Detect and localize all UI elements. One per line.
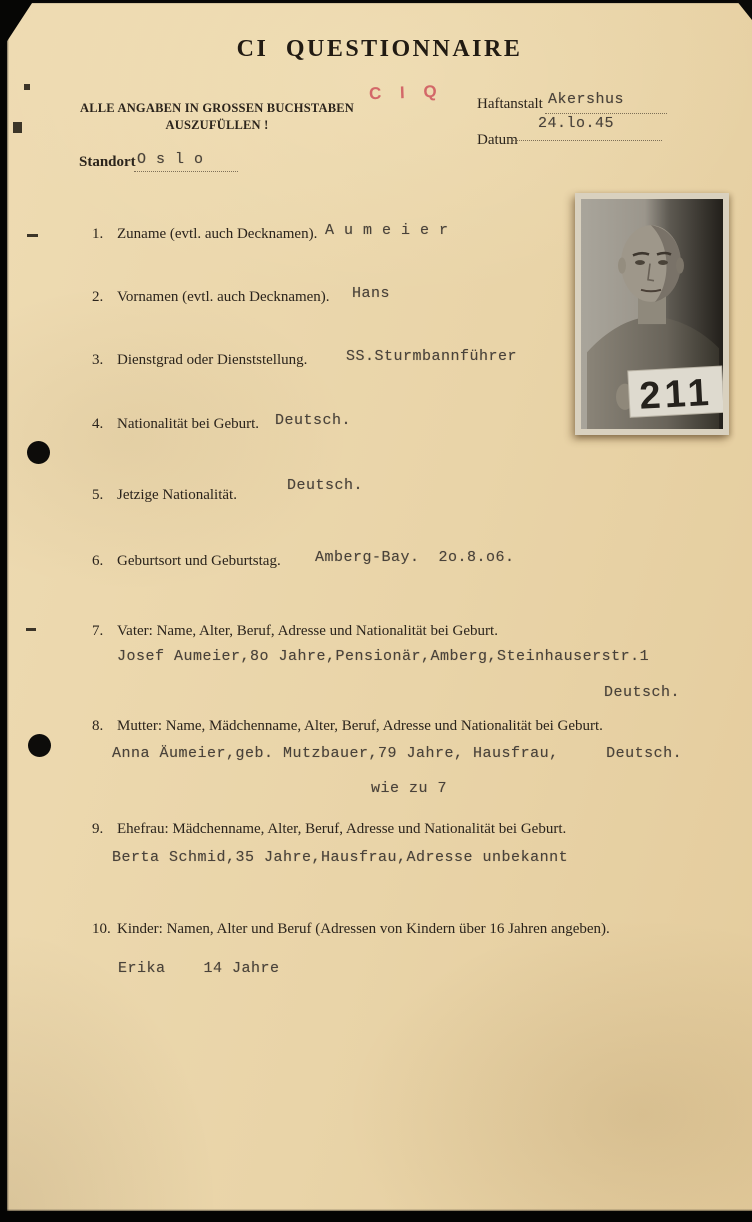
question-7-num: 7. (92, 623, 104, 639)
question-5-label: Jetzige Nationalität. (117, 487, 237, 503)
question-3-label: Dienstgrad oder Dienststellung. (117, 352, 308, 368)
datum-dotted-line (512, 140, 662, 141)
question-5 (92, 477, 742, 504)
question-7-answer: Josef Aumeier,8o Jahre,Pensionär,Amberg,Steinhauserstr.1 (117, 648, 650, 665)
question-7-label: Vater: Name, Alter, Beruf, Adresse und Nationalität bei Geburt. (117, 623, 498, 639)
datum-value: 24.lo.45 (538, 115, 615, 132)
question-3 (92, 348, 742, 369)
question-4 (92, 412, 742, 433)
scan-edge-bottom (0, 1209, 752, 1222)
edge-mark (27, 234, 38, 237)
question-9-num: 9. (92, 821, 104, 837)
question-10-label: Kinder: Namen, Alter und Beruf (Adressen von Kindern über 16 Jahren angeben). (117, 921, 610, 937)
question-5-answer: Deutsch. (287, 477, 364, 494)
question-6-label: Geburtsort und Geburtstag. (117, 553, 281, 569)
question-1 (92, 222, 742, 243)
haftanstalt-dotted-line (545, 113, 667, 114)
question-10 (92, 920, 742, 977)
hole-punch-top (27, 441, 50, 464)
question-8-answer2: wie zu 7 (371, 780, 448, 797)
question-10-answer: Erika 14 Jahre (118, 960, 280, 977)
question-9 (92, 820, 742, 866)
edge-mark (26, 628, 36, 631)
number-card (628, 366, 723, 418)
standort-dotted-line (134, 171, 238, 172)
question-5-num: 5. (92, 487, 104, 503)
haftanstalt-label: Haftanstalt (477, 96, 543, 112)
scan-edge-top (0, 0, 752, 4)
question-7 (92, 622, 742, 701)
edge-mark (24, 84, 30, 90)
standort-label: Standort (79, 154, 136, 170)
question-2 (92, 285, 742, 306)
hole-punch-bottom (28, 734, 51, 757)
question-9-answer: Berta Schmid,35 Jahre,Hausfrau,Adresse unbekannt (112, 849, 569, 866)
question-4-answer: Deutsch. (275, 412, 352, 429)
paper-sheet (7, 3, 752, 1211)
question-8-answer: Anna Äumeier,geb. Mutzbauer,79 Jahre, Hausfrau, Deutsch. (112, 745, 683, 762)
question-4-label: Nationalität bei Geburt. (117, 416, 260, 432)
prisoner-number: 211 (638, 370, 714, 418)
question-1-answer: A u m e i e r (325, 222, 449, 239)
question-2-num: 2. (92, 289, 104, 305)
question-8-label: Mutter: Name, Mädchenname, Alter, Beruf, Adresse und Nationalität bei Geburt. (117, 718, 603, 734)
instruction-line-1: ALLE ANGABEN IN GROSSEN BUCHSTABEN (80, 101, 354, 115)
ciq-red-stamp: C I Q (368, 81, 444, 104)
scan-edge-left (0, 0, 9, 1222)
question-6 (92, 549, 742, 570)
question-8 (92, 717, 742, 797)
question-7-answer2: Deutsch. (604, 684, 681, 701)
question-1-num: 1. (92, 226, 104, 242)
question-9-label: Ehefrau: Mädchenname, Alter, Beruf, Adresse und Nationalität bei Geburt. (117, 821, 567, 837)
question-6-num: 6. (92, 553, 104, 569)
question-3-answer: SS.Sturmbannführer (346, 348, 518, 365)
question-8-num: 8. (92, 718, 104, 734)
question-10-num: 10. (92, 921, 111, 937)
standort-value: O s l o (137, 151, 204, 168)
question-2-answer: Hans (352, 285, 391, 302)
fill-instructions (67, 100, 367, 134)
edge-mark (13, 122, 22, 133)
question-2-label: Vornamen (evtl. auch Decknamen). (117, 289, 330, 305)
haftanstalt-value: Akershus (548, 91, 625, 108)
question-4-num: 4. (92, 416, 104, 432)
datum-label: Datum (477, 132, 518, 148)
page-title: CI QUESTIONNAIRE (236, 36, 523, 62)
question-6-answer: Amberg-Bay. 2o.8.o6. (315, 549, 515, 566)
question-1-label: Zuname (evtl. auch Decknamen). (117, 226, 318, 242)
question-3-num: 3. (92, 352, 104, 368)
instruction-line-2: AUSZUFÜLLEN ! (165, 118, 269, 132)
